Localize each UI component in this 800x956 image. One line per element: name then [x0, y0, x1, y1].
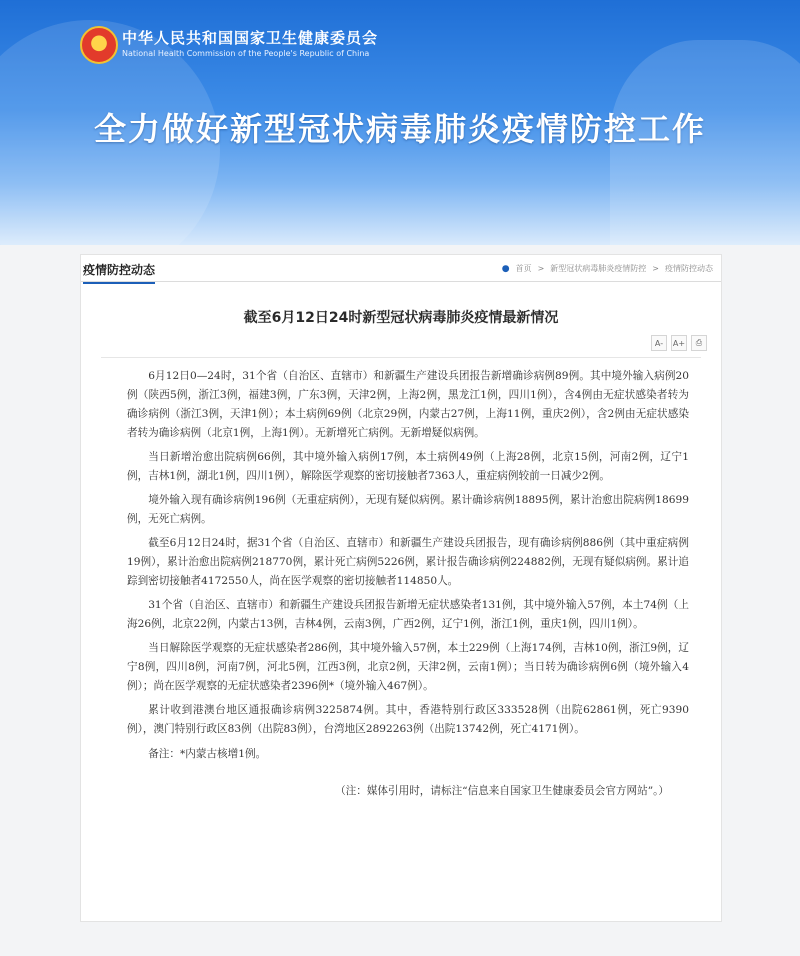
paragraph: 累计收到港澳台地区通报确诊病例3225874例。其中，香港特别行政区333528例（出院62861例，死亡9390例），澳门特别行政区83例（出院83例），台湾地区2892263例（出院13742例，死亡4171例）。	[127, 704, 689, 735]
org-name-cn[interactable]: 中华人民共和国国家卫生健康委员会	[122, 29, 379, 47]
location-pin-icon: ●	[501, 263, 510, 274]
paragraph: 当日新增治愈出院病例66例，其中境外输入病例17例，本土病例49例（上海28例，北京15例，河南2例，辽宁1例，吉林1例，湖北1例，四川1例），解除医学观察的密切接触者7363人，重症病例较前一日减少2例。	[127, 451, 689, 482]
paragraph: 31个省（自治区、直辖市）和新疆生产建设兵团报告新增无症状感染者131例，其中境外输入57例，本土74例（上海26例，北京22例，内蒙古13例，吉林4例，云南3例，广西2例，辽宁1例，浙江1例，重庆1例，四川1例）。	[127, 599, 689, 630]
article-title: 截至6月12日24时新型冠状病毒肺炎疫情最新情况	[243, 310, 559, 326]
font-increase-button[interactable]: A+	[671, 335, 687, 351]
banner-title: 全力做好新型冠状病毒肺炎疫情防控工作	[93, 110, 706, 148]
section-tab[interactable]: 疫情防控动态	[83, 261, 155, 284]
breadcrumb-item-topic[interactable]: 新型冠状病毒肺炎疫情防控	[550, 264, 647, 273]
breadcrumb-separator: >	[537, 264, 545, 273]
paragraph: 境外输入现有确诊病例196例（无重症病例），无现有疑似病例。累计确诊病例18895例，累计治愈出院病例18699例，无死亡病例。	[127, 494, 689, 525]
org-name-en: National Health Commission of the People's Republic of China	[122, 49, 370, 58]
breadcrumb-separator: >	[652, 264, 659, 273]
national-emblem-icon	[80, 26, 118, 64]
article-tools	[651, 335, 707, 351]
divider	[101, 357, 701, 358]
print-icon[interactable]: ⎙	[691, 335, 707, 351]
paragraph: 当日解除医学观察的无症状感染者286例，其中境外输入57例，本土229例（上海174例，吉林10例，浙江9例，辽宁8例，四川8例，河南7例，河北5例，江西3例，北京2例，天津2例，云南1例）；当日转为确诊病例6例（境外输入4例）；尚在医学观察的无症状感染者2396例*（境外输入467例）。	[127, 642, 689, 692]
breadcrumb	[502, 263, 713, 274]
content-panel	[80, 254, 722, 922]
breadcrumb-item-current[interactable]: 疫情防控动态	[665, 264, 713, 273]
article-body	[127, 367, 689, 806]
citation-note: （注：媒体引用时，请标注“信息来自国家卫生健康委员会官方网站”。）	[335, 785, 669, 797]
paragraph: 截至6月12日24时，据31个省（自治区、直辖市）和新疆生产建设兵团报告，现有确诊病例886例（其中重症病例19例），累计治愈出院病例218770例，累计死亡病例5226例，累计报告确诊病例224882例，无现有疑似病例。累计追踪到密切接触者4172550人，尚在医学观察的密切接触者114850人。	[127, 537, 689, 587]
breadcrumb-item-home[interactable]: 首页	[515, 264, 532, 273]
panel-header	[81, 255, 721, 282]
publish-time-label	[400, 339, 403, 348]
article-meta	[81, 339, 721, 348]
header-banner	[0, 0, 800, 245]
note: 备注：*内蒙古核增1例。	[148, 748, 267, 760]
paragraph: 6月12日0—24时，31个省（自治区、直辖市）和新疆生产建设兵团报告新增确诊病例89例。其中境外输入病例20例（陕西5例，浙江3例，福建3例，广东3例，天津2例，上海2例，黑龙江1例，四川1例），含4例由无症状感染者转为确诊病例（浙江3例，天津1例）；本土病例69例（北京29例，内蒙古27例，上海11例，重庆2例），含2例由无症状感染者转为确诊病例（北京1例，上海1例）。无新增死亡病例。无新增疑似病例。	[127, 370, 689, 439]
font-decrease-button[interactable]: A-	[651, 335, 667, 351]
